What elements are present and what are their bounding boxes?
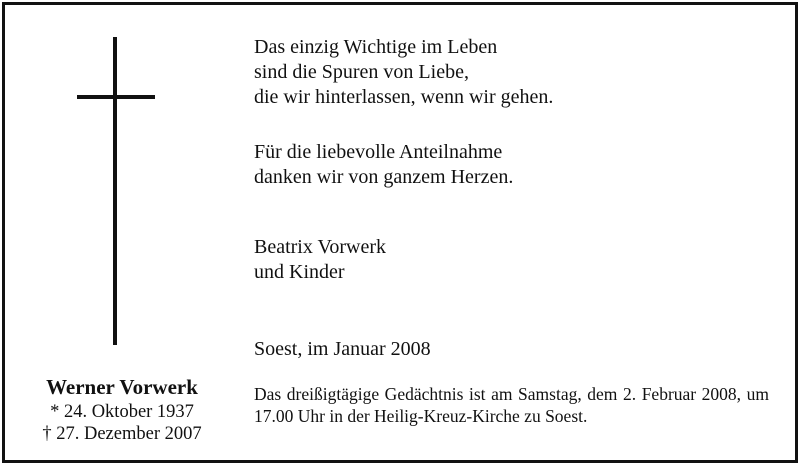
deceased-name: Werner Vorwerk (46, 375, 198, 399)
cross-horizontal-bar (77, 95, 155, 99)
cross-vertical-bar (113, 37, 117, 345)
deceased-block (27, 375, 217, 445)
quote-block (254, 35, 553, 110)
quote-line: sind die Spuren von Liebe, (254, 61, 469, 83)
thanks-line: Für die liebevolle Anteilnahme (254, 141, 503, 163)
death-date: † 27. Dezember 2007 (42, 424, 202, 444)
signer-line: und Kinder (254, 261, 345, 283)
signers-block (254, 235, 386, 285)
thanks-block (254, 140, 513, 190)
signer-line: Beatrix Vorwerk (254, 236, 387, 258)
birth-date: * 24. Oktober 1937 (50, 402, 194, 422)
memorial-notice: Das dreißigtägige Gedächtnis ist am Samstag, dem 2. Februar 2008, um 17.00 Uhr in der Heilig-Kreuz-Kirche zu Soest. (254, 384, 769, 426)
place-date: Soest, im Januar 2008 (254, 338, 431, 360)
thanks-line: danken wir von ganzem Herzen. (254, 166, 514, 188)
quote-line: die wir hinterlassen, wenn wir gehen. (254, 86, 554, 108)
quote-line: Das einzig Wichtige im Leben (254, 36, 498, 58)
obituary-notice (2, 2, 798, 463)
